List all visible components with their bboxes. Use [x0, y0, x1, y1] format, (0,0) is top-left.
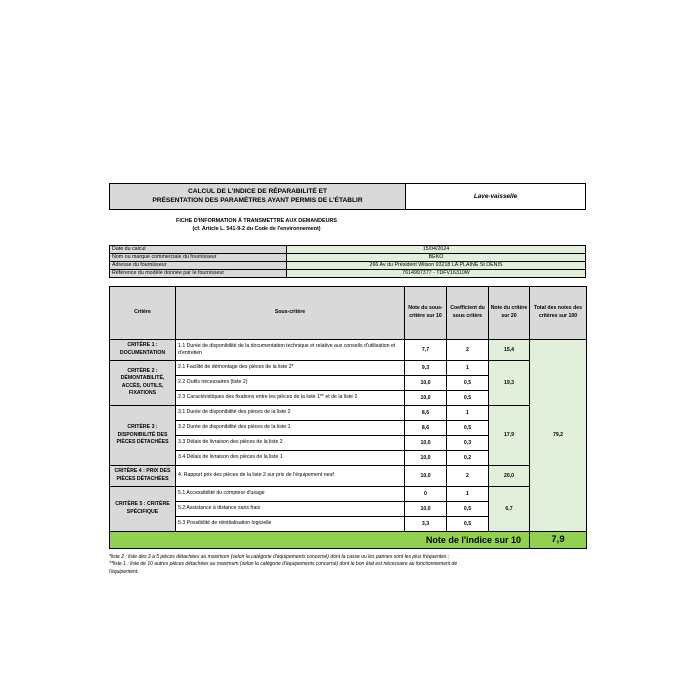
info-row [110, 245, 586, 253]
footnotes [109, 554, 549, 577]
fiche-caption [109, 218, 404, 234]
subcriterion-note: 9,3 [405, 360, 447, 375]
info-value: 266 Av du Président Wilson 93218 LA PLAINE St DENIS [287, 261, 586, 269]
subcriterion-coef: 1 [447, 405, 489, 420]
subcriterion-label: 3.2 Durée de disponibilité des pièces de la liste 1 [176, 420, 405, 435]
sheet-title-line1: CALCUL DE L'INDICE DE RÉPARABILITÉ ET [187, 187, 328, 195]
table-row [110, 405, 587, 420]
subcriterion-label: 2.2 Outils nécessaires (liste 2) [176, 375, 405, 390]
criteria-table [109, 286, 587, 549]
subcriterion-note: 0 [405, 486, 447, 501]
subcriterion-coef: 1 [447, 486, 489, 501]
sheet-title-line2: PRÉSENTATION DES PARAMÈTRES AYANT PERMIS DE L'ÉTABLIR [152, 196, 363, 204]
footnote-line3: l'équipement. [109, 569, 139, 576]
total-100: 79,2 [530, 339, 587, 531]
info-row [110, 261, 586, 269]
subcriterion-coef: 0,2 [447, 450, 489, 465]
criterion-1-note20: 15,4 [489, 339, 530, 360]
fiche-line1: FICHE D'INFORMATION À TRANSMETTRE AUX DEMANDEURS [176, 218, 337, 224]
col-header-critere: Critère [110, 286, 176, 339]
info-value: BEKO [287, 253, 586, 261]
criterion-1-name: CRITÈRE 1 : DOCUMENTATION [110, 339, 176, 360]
col-header-total: Total des notes des critères sur 100 [530, 286, 587, 339]
final-score-label: Note de l'indice sur 10 [110, 531, 530, 548]
subcriterion-note: 10,0 [405, 501, 447, 516]
subcriterion-note: 7,7 [405, 339, 447, 360]
table-row [110, 486, 587, 501]
final-score-value: 7,9 [530, 531, 587, 548]
subcriterion-coef: 2 [447, 339, 489, 360]
criterion-3-note20: 17,9 [489, 405, 530, 465]
col-header-sous-critere: Sous-critère [176, 286, 405, 339]
info-label: Date du calcul [110, 245, 287, 253]
subcriterion-label: 1.1 Durée de disponibilité de la documentation technique et relative aux conseils d'utilisation et d'entretien [176, 339, 405, 360]
subcriterion-label: 5.3 Possibilité de réinitialisation logicielle [176, 516, 405, 531]
subcriterion-label: 4. Rapport prix des pièces de la liste 2 sur prix de l'équipement neuf [176, 465, 405, 486]
table-row [110, 360, 587, 375]
sheet-header [109, 183, 586, 210]
criterion-4-note20: 20,0 [489, 465, 530, 486]
subcriterion-note: 10,0 [405, 435, 447, 450]
subcriterion-coef: 0,3 [447, 435, 489, 450]
subcriterion-label: 5.1 Accessibilité du compteur d'usage [176, 486, 405, 501]
subcriterion-coef: 2 [447, 465, 489, 486]
subcriterion-label: 3.1 Durée de disponibilité des pièces de la liste 2 [176, 405, 405, 420]
subcriterion-note: 10,0 [405, 450, 447, 465]
fiche-line2: (cf. Article L. 541-9-2 du Code de l'environnement) [192, 225, 321, 232]
criteria-header-row [110, 286, 587, 339]
subcriterion-note: 10,0 [405, 375, 447, 390]
subcriterion-note: 3,3 [405, 516, 447, 531]
subcriterion-note: 10,0 [405, 390, 447, 405]
info-label: Adresse du fournisseur [110, 261, 287, 269]
info-row [110, 269, 586, 277]
subcriterion-note: 8,6 [405, 420, 447, 435]
footnote-line1: *liste 2 : liste des 3 à 5 pièces détachées au maximum (selon la catégorie d'équipements concerné) dont la casse ou les pannes sont les plus fréquentes ; [109, 553, 450, 560]
subcriterion-coef: 0,5 [447, 375, 489, 390]
product-category: Lave-vaisselle [473, 193, 518, 200]
footnote-line2: **liste 1 : liste de 10 autres pièces détachées au maximum (selon la catégorie d'équipements concerné) dont le bon état est nécessaire au fonctionnement de [109, 561, 458, 568]
subcriterion-note: 10,0 [405, 465, 447, 486]
sheet-title [110, 184, 406, 209]
table-row [110, 465, 587, 486]
subcriterion-coef: 0,5 [447, 390, 489, 405]
criterion-3-name: CRITÈRE 3 : DISPONIBILITÉ DES PIÈCES DÉTACHÉES [110, 405, 176, 465]
repairability-sheet [109, 183, 586, 577]
info-value: 7614997377 - TDFV16310W [287, 269, 586, 277]
subcriterion-coef: 0,5 [447, 420, 489, 435]
subcriterion-coef: 0,5 [447, 501, 489, 516]
col-header-coef: Coefficient du sous critère [447, 286, 489, 339]
criterion-2-note20: 19,3 [489, 360, 530, 405]
info-value: 15/04/2024 [287, 245, 586, 253]
subcriterion-label: 2.1 Facilité de démontage des pièces de la liste 2* [176, 360, 405, 375]
col-header-note: Note du sous-critère sur 10 [405, 286, 447, 339]
criterion-5-note20: 6,7 [489, 486, 530, 531]
subcriterion-label: 5.2 Assistance à distance sans frais [176, 501, 405, 516]
supplier-info-table [109, 245, 586, 278]
final-score-row [110, 531, 587, 548]
criterion-2-name: CRITÈRE 2 : DÉMONTABILITÉ, ACCÈS, OUTILS, FIXATIONS [110, 360, 176, 405]
subcriterion-label: 3.3 Délais de livraison des pièces de la liste 2 [176, 435, 405, 450]
criterion-4-name: CRITÈRE 4 : PRIX DES PIÈCES DÉTACHÉES [110, 465, 176, 486]
info-row [110, 253, 586, 261]
subcriterion-label: 3.4 Délais de livraison des pièces de la liste 1 [176, 450, 405, 465]
info-label: Référence du modèle donnée par le fournisseur [110, 269, 287, 277]
subcriterion-coef: 1 [447, 360, 489, 375]
col-header-note20: Note du critère sur 20 [489, 286, 530, 339]
subcriterion-label: 2.3 Caractéristiques des fixations entre les pièces de la liste 1** et de la liste 2 [176, 390, 405, 405]
subcriterion-coef: 0,5 [447, 516, 489, 531]
info-label: Nom ou marque commerciale du fournisseur [110, 253, 287, 261]
subcriterion-note: 8,6 [405, 405, 447, 420]
criterion-5-name: CRITÈRE 5 : CRITÈRE SPÉCIFIQUE [110, 486, 176, 531]
table-row [110, 339, 587, 360]
